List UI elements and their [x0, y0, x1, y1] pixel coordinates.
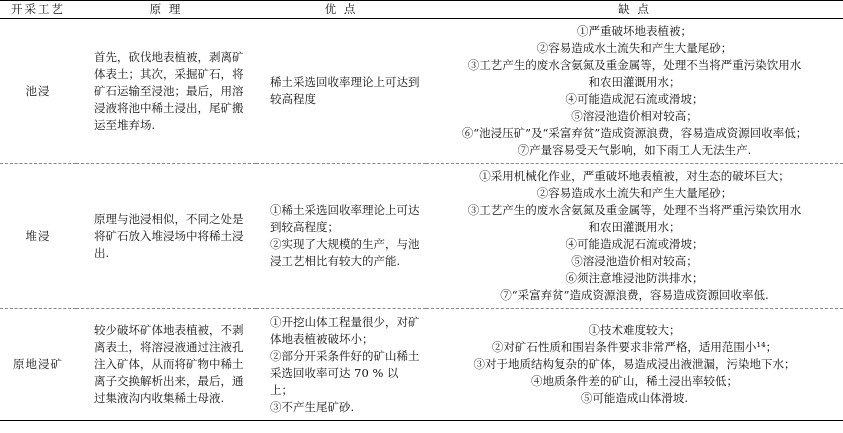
disadvantage-item: ②容易造成水土流失和产生大量尾砂； [536, 41, 733, 55]
process-name: 池浸 [0, 19, 76, 164]
disadvantage-item: ④可能造成泥石流或滑坡； [565, 237, 704, 251]
disadvantage-item: ⑦“采富弃贫”造成资源浪费，容易造成资源回收率低. [500, 288, 769, 302]
principle-cell: 首先，砍伐地表植被，剥离矿体表土；其次，采掘矿石，将矿石运输至浸池；最后，用溶浸液将池中稀土浸出，尾矿搬运至堆弃场. [76, 19, 256, 164]
disadvantage-item: ①技术难度较大； [588, 323, 681, 337]
disadvantage-item: ③对于地质结构复杂的矿体，易造成浸出液泄漏，污染地下水； [473, 357, 796, 371]
disadvantage-item: ④可能造成泥石流或滑坡； [565, 92, 704, 106]
disadvantages-cell [426, 19, 843, 164]
advantage-item: ①稀土采选回收率理论上可达到较高程度； [270, 203, 420, 234]
disadvantage-item: ④地质条件差的矿山，稀土浸出率较低； [531, 374, 738, 388]
disadvantage-item: ⑤溶浸池造价相对较高； [571, 254, 698, 268]
disadvantage-item: ⑥“池浸压矿”及“采富弃贫”造成资源浪费，容易造成资源回收率低； [461, 126, 808, 140]
principle-cell: 较少破坏矿体地表植被，不剥离表土，将溶浸液通过注液孔注入矿体，从而将矿物中稀土离子交换解析出来，最后，通过集液沟内收集稀土母液. [76, 309, 256, 421]
header-process: 开采工艺 [0, 1, 76, 19]
advantages-cell [256, 19, 426, 164]
disadvantage-item: 和农田灌溉用水； [588, 220, 681, 234]
disadvantage-item: ⑤溶浸池造价相对较高； [571, 109, 698, 123]
advantage-item: 稀土采选回收率理论上可达到较高程度 [270, 75, 420, 106]
disadvantage-item: ⑤可能造成山体滑坡. [580, 391, 689, 405]
header-row [0, 1, 843, 19]
disadvantage-item: ③工艺产生的废水含氨氮及重金属等，处理不当将严重污染饮用水 [467, 58, 802, 72]
advantage-item: ③不产生尾矿砂. [270, 399, 355, 414]
advantage-item: ②实现了大规模的生产，与池浸工艺相比有较大的产能. [270, 237, 420, 268]
advantage-item: ①开挖山体工程量很少，对矿体地表植被破坏小； [270, 314, 420, 346]
disadvantage-item: ②容易造成水土流失和产生大量尾砂； [536, 186, 733, 200]
disadvantage-item: ①严重破坏地表植被； [577, 24, 692, 38]
advantages-cell [256, 164, 426, 309]
header-principle: 原 理 [76, 1, 256, 19]
advantages-cell [256, 309, 426, 421]
disadvantage-item: ①采用机械化作业，严重破坏地表植被，对生态的破坏巨大； [479, 169, 790, 183]
disadvantage-item: ⑥须注意堆浸池防洪排水； [565, 271, 704, 285]
principle-cell: 原理与池浸相似，不同之处是将矿石放入堆浸场中将稀土浸出. [76, 164, 256, 309]
table-row [0, 309, 843, 421]
disadvantage-item: ⑦产量容易受天气影响，如下雨工人无法生产. [517, 143, 752, 157]
table-row [0, 164, 843, 309]
table-row [0, 19, 843, 164]
process-name: 原地浸矿 [0, 309, 76, 421]
disadvantages-cell [426, 164, 843, 309]
advantage-item: ②部分开采条件好的矿山稀土采选回收率可达 70 % 以上； [270, 348, 420, 397]
disadvantage-item: ③工艺产生的废水含氨氮及重金属等，处理不当将严重污染饮用水 [467, 203, 802, 217]
disadvantage-item: 和农田灌溉用水； [588, 75, 681, 89]
header-advantages: 优 点 [256, 1, 426, 19]
header-disadvantages: 缺 点 [426, 1, 843, 19]
disadvantage-item: ②对矿石性质和围岩条件要求非常严格，适用范围小¹⁴； [491, 340, 778, 354]
disadvantages-cell [426, 309, 843, 421]
process-name: 堆浸 [0, 164, 76, 309]
